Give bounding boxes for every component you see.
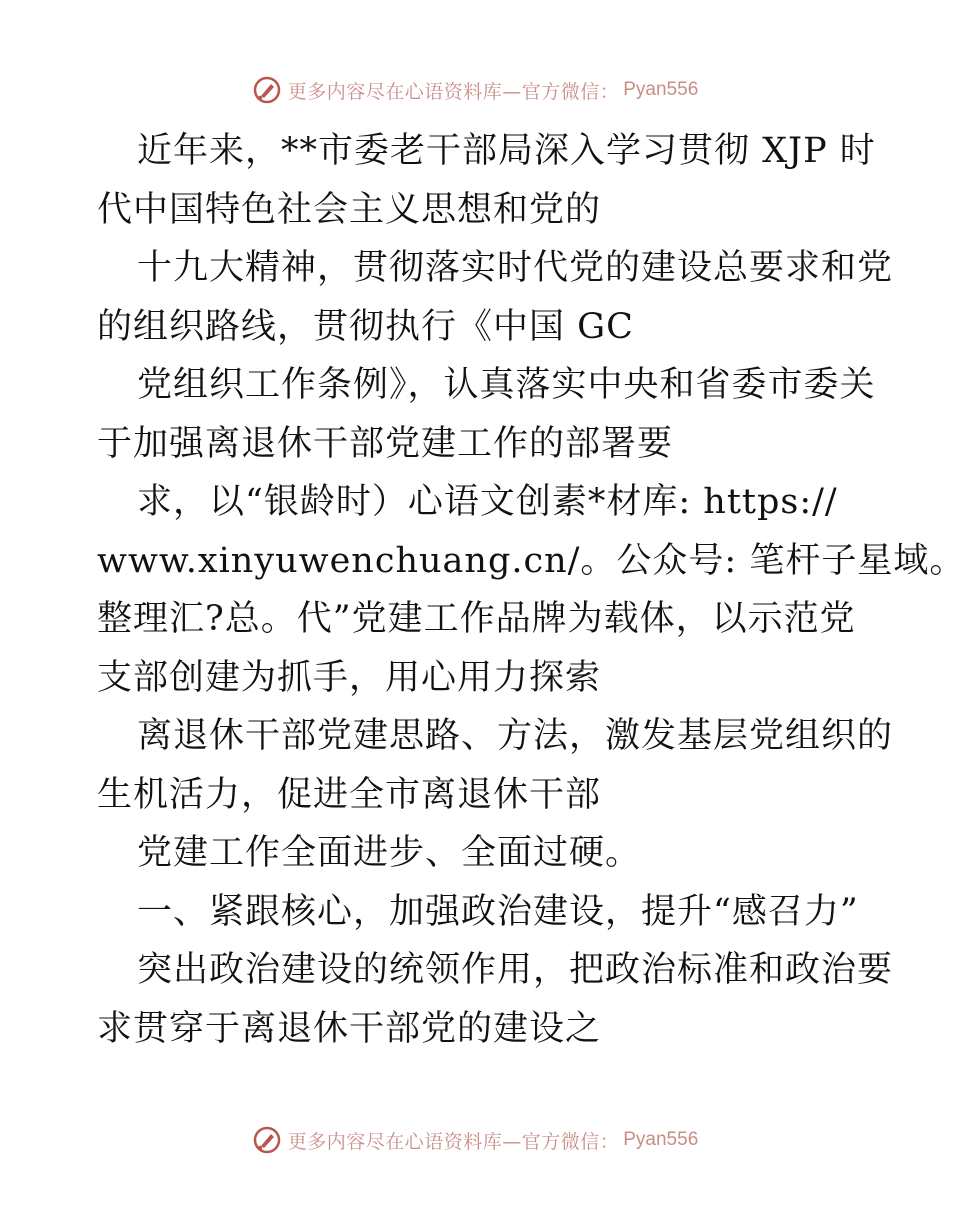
document-body (97, 122, 965, 1058)
watermark-wechat-id: Pyan556 (623, 79, 699, 100)
text-line: 求贯穿于离退休干部党的建设之 (97, 1008, 602, 1049)
text-line: 生机活力，促进全市离退休干部 (97, 774, 602, 815)
text-line: 一、紧跟核心，加强政治建设，提升“感召力” (137, 891, 859, 932)
header-watermark (0, 70, 950, 110)
pen-nib-logo-icon (252, 75, 282, 105)
watermark-text: 更多内容尽在心语资料库—官方微信： (287, 1130, 620, 1153)
text-line: 近年来，**市委老干部局深入学习贯彻 XJP 时 (137, 131, 876, 171)
pen-nib-logo-icon (252, 1125, 282, 1155)
text-line: 离退休干部党建思路、方法，激发基层党组织的 (137, 716, 894, 756)
text-line: 党建工作全面进步、全面过硬。 (137, 833, 642, 873)
text-line: 求，以“银龄时）心语文创素*材库: https:// (137, 482, 838, 522)
text-line: 支部创建为抓手，用心用力探索 (97, 657, 602, 698)
text-line: 突出政治建设的统领作用，把政治标准和政治要 (137, 950, 894, 990)
text-line: 代中国特色社会主义思想和党的 (97, 189, 602, 230)
text-line: 的组织路线，贯彻执行《中国 GC (97, 306, 634, 347)
text-line: www.xinyuwenchuang.cn/。公众号: 笔杆子星域。 (97, 540, 965, 581)
text-line: 党组织工作条例》，认真落实中央和省委市委关 (137, 365, 876, 405)
watermark-text: 更多内容尽在心语资料库—官方微信： (287, 80, 620, 103)
text-line: 于加强离退休干部党建工作的部署要 (97, 423, 674, 464)
footer-watermark (0, 1120, 950, 1160)
text-line: 十九大精神，贯彻落实时代党的建设总要求和党 (137, 248, 894, 288)
text-line: 整理汇?总。代”党建工作品牌为载体，以示范党 (97, 599, 856, 639)
watermark-wechat-id: Pyan556 (623, 1129, 699, 1150)
